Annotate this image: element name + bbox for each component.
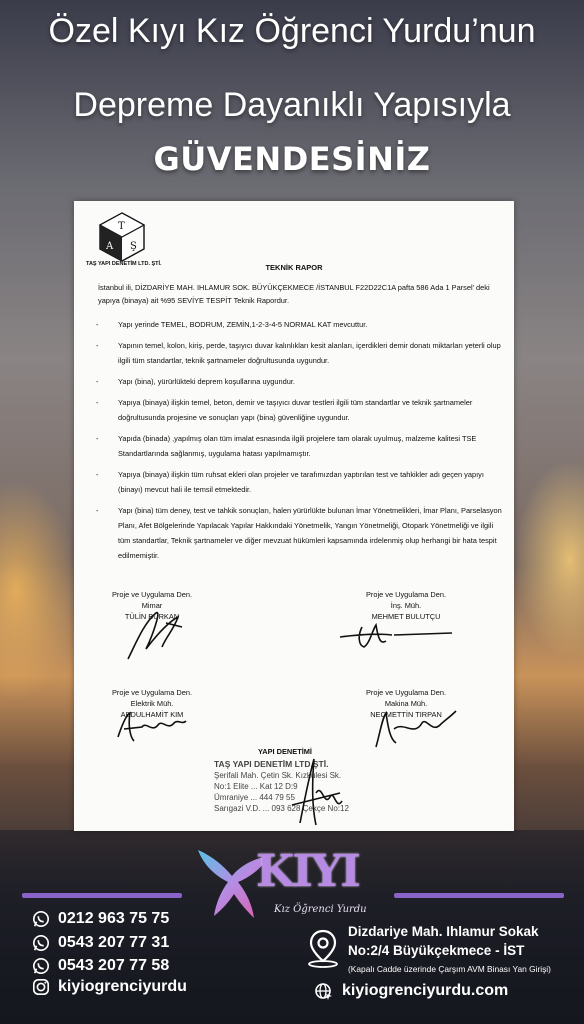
report-item: - Yapı yerinde TEMEL, BODRUM, ZEMİN,1-2-3-4-5 NORMAL KAT mevcuttur. bbox=[92, 317, 502, 332]
report-item: - Yapı (bina) tüm deney, test ve tahkik sonuçları, halen yürürlükte bulunan İmar Yönetmelikleri, İmar Planı, Parselasyon Planı, Afet Bölgelerinde Yapılacak Yapılar Hakkındaki Yönetmelik, Yangın Yönetmeliği, Otopark Yönetmeliği ve ilgili tüm standartlar, Teknik şartnameler ve diğer mevzuat hükümleri kapsamında irdelenmiş olup herhangi bir hata tespit edilmemiştir. bbox=[92, 503, 502, 563]
signature-name: TÜLİN BÜRKAN bbox=[124, 612, 180, 621]
kiyi-brand-logo bbox=[194, 838, 374, 928]
headline-line-1: Özel Kıyı Kız Öğrenci Yurdu’nun bbox=[48, 12, 536, 50]
phone-2[interactable] bbox=[32, 934, 169, 952]
headline-line-3: GÜVENDESİNİZ bbox=[153, 140, 431, 178]
logo-letter-s: Ş bbox=[130, 241, 137, 252]
logo-caption: TAŞ YAPI DENETİM LTD. ŞTİ. bbox=[86, 261, 162, 267]
address-note: (Kapalı Cadde üzerinde Çarşım AVM Binası Yan Girişi) bbox=[348, 964, 551, 974]
instagram-text: kiyiogrenciyurdu bbox=[58, 978, 187, 995]
signature-civil-engineer bbox=[336, 589, 476, 622]
stamp-line: No:1 Elite ... Kat 12 D:9 bbox=[214, 782, 298, 791]
phone-1[interactable] bbox=[32, 910, 169, 928]
signature-role: Proje ve Uygulama Den. bbox=[111, 590, 193, 599]
report-items bbox=[92, 317, 502, 569]
handwritten-signature-icon bbox=[370, 703, 460, 753]
signature-mechanical-engineer bbox=[336, 687, 476, 720]
handwritten-signature-icon bbox=[112, 707, 192, 747]
stamp-line: TAŞ YAPI DENETİM LTD.ŞTİ. bbox=[214, 759, 329, 769]
tas-logo-icon bbox=[86, 209, 158, 265]
background-light-right bbox=[514, 460, 584, 660]
handwritten-signature-icon bbox=[286, 753, 346, 831]
website-link[interactable]: kiyiogrenciyurdu.com bbox=[342, 982, 509, 999]
signature-electrical-engineer bbox=[82, 687, 222, 720]
stamp-line: Şerifali Mah. Çetin Sk. Kızkulesi Sk. bbox=[214, 771, 342, 780]
handwritten-signature-icon bbox=[122, 603, 192, 663]
signature-title: Elektrik Müh. bbox=[130, 699, 174, 708]
signature-name: NECMETTİN TIRPAN bbox=[370, 710, 442, 719]
report-item: - Yapıda (binada) ,yapılmış olan tüm imalat esnasında ilgili projelere tam olarak uyulmuş, malzeme kalitesi TSE Standartlarında sağlanmış, uygulama hatası yapılmamıştır. bbox=[92, 431, 502, 461]
stamp-line: Sarıgazi V.D. ... 093 628 Çekçe No:12 bbox=[214, 804, 349, 813]
whatsapp-icon bbox=[32, 910, 50, 928]
signature-title: Makina Müh. bbox=[384, 699, 428, 708]
globe-cursor-icon bbox=[314, 982, 334, 1002]
company-stamp bbox=[210, 747, 400, 821]
phone-number: 0543 207 77 31 bbox=[58, 934, 170, 951]
report-intro: İstanbul ili, DİZDARİYE MAH. IHLAMUR SOK. BÜYÜKÇEKMECE /İSTANBUL F22D22C1A pafta 586 Ada 1 Parsel' deki yapıya (binaya) ait %95 SEVİYE TESPİT Teknik Rapordur. bbox=[98, 283, 490, 305]
signature-role: Proje ve Uygulama Den. bbox=[365, 590, 447, 599]
signature-architect bbox=[82, 589, 222, 622]
background-light-left bbox=[0, 480, 80, 700]
divider-right bbox=[394, 893, 564, 898]
signature-name: MEHMET BULUTÇU bbox=[371, 612, 441, 621]
instagram-icon bbox=[32, 978, 50, 996]
instagram-handle[interactable] bbox=[32, 978, 187, 996]
logo-letter-a: A bbox=[106, 241, 114, 252]
report-item: - Yapıya (binaya) ilişkin tüm ruhsat ekleri olan projeler ve tarafımızdan yaptırılan test ve tahkikler adı geçen yapıyı (binayı) mevcut hali ile temsil etmektedir. bbox=[92, 467, 502, 497]
address-line-1: Dizdariye Mah. Ihlamur Sokak bbox=[348, 924, 539, 939]
brand-tagline: Kız Öğrenci Yurdu bbox=[274, 904, 367, 915]
signature-role: Proje ve Uygulama Den. bbox=[365, 688, 447, 697]
whatsapp-icon bbox=[32, 934, 50, 952]
report-item: - Yapıya (binaya) ilişkin temel, beton, demir ve taşıyıcı duvar testleri ilgili tüm standartlar ve teknik şartnameler doğrultusunda projesine ve sonuçları yapı (bina) güvenliğine uygundur. bbox=[92, 395, 502, 425]
whatsapp-icon bbox=[32, 957, 50, 975]
report-item: - Yapının temel, kolon, kiriş, perde, taşıyıcı duvar kalınlıkları kesit alanları, içerdikleri demir donatı miktarları yeterli olup ilgili tüm standartlar, teknik şartnameler doğrultusunda uygundur. bbox=[92, 338, 502, 368]
location-pin-icon bbox=[306, 928, 340, 968]
handwritten-signature-icon bbox=[336, 619, 456, 651]
stamp-title: YAPI DENETİMİ bbox=[258, 747, 312, 756]
signature-role: Proje ve Uygulama Den. bbox=[111, 688, 193, 697]
phone-number: 0212 963 75 75 bbox=[58, 910, 170, 927]
stamp-line: Ümraniye ... 444 79 55 bbox=[214, 793, 295, 802]
signature-name: ABDULHAMİT KIM bbox=[120, 710, 184, 719]
logo-letter-t: T bbox=[118, 221, 125, 232]
signature-title: Mimar bbox=[141, 601, 163, 610]
address-line-2: No:2/4 Büyükçekmece - İST bbox=[348, 943, 525, 958]
headline-line-2: Depreme Dayanıklı Yapısıyla bbox=[73, 86, 511, 124]
technical-report-document bbox=[74, 201, 514, 831]
phone-3[interactable] bbox=[32, 957, 169, 975]
report-title: TEKNİK RAPOR bbox=[265, 263, 323, 272]
report-item: - Yapı (bina), yürürlükteki deprem koşullarına uygundur. bbox=[92, 374, 502, 389]
divider-left bbox=[22, 893, 182, 898]
phone-number: 0543 207 77 58 bbox=[58, 957, 170, 974]
brand-wordmark: KIYI bbox=[256, 846, 359, 897]
signature-title: İnş. Müh. bbox=[390, 601, 422, 610]
